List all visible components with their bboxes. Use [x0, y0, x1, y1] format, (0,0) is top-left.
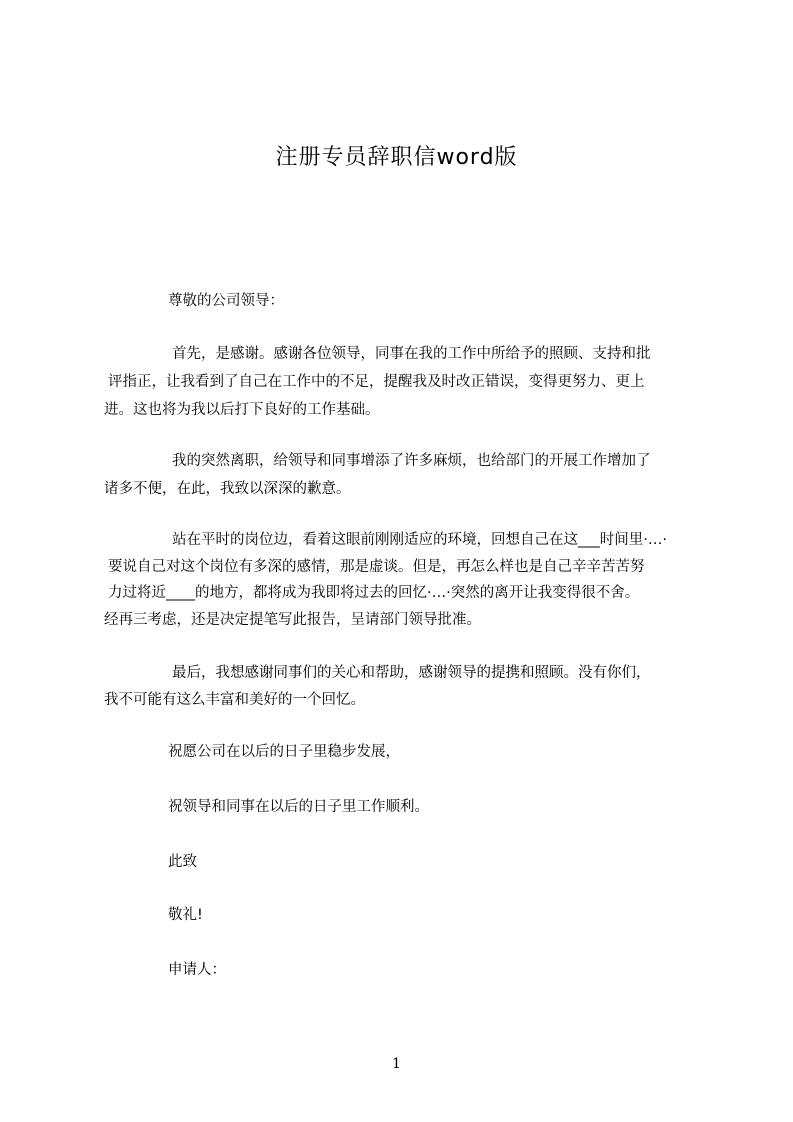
- closing-line-2: 敬礼!: [168, 907, 203, 923]
- paragraph-3-line-1: 站在平时的岗位边，看着这眼前刚刚适应的环境，回想自己在这___时间里·…·: [172, 532, 667, 548]
- wish-line-2: 祝领导和同事在以后的日子里工作顺利。: [168, 799, 429, 815]
- document-title: 注册专员辞职信word版: [275, 145, 518, 170]
- paragraph-2-line-2: 诸多不便，在此，我致以深深的歉意。: [104, 481, 351, 497]
- paragraph-4-line-2: 我不可能有这么丰富和美好的一个回忆。: [104, 692, 365, 708]
- page-number: 1: [392, 1056, 401, 1072]
- paragraph-1-line-1: 首先，是感谢。感谢各位领导，同事在我的工作中所给予的照顾、支持和批: [172, 346, 651, 362]
- closing-line-1: 此致: [168, 854, 197, 870]
- wish-line-1: 祝愿公司在以后的日子里稳步发展，: [168, 744, 400, 760]
- paragraph-1-line-3: 进。这也将为我以后打下良好的工作基础。: [104, 402, 380, 418]
- signature-label: 申请人：: [168, 962, 226, 978]
- paragraph-3-line-3: 力过将近____的地方，都将成为我即将过去的回忆·…·突然的离开让我变得很不舍。: [108, 585, 640, 601]
- paragraph-2-line-1: 我的突然离职，给领导和同事增添了许多麻烦，也给部门的开展工作增加了: [172, 453, 651, 469]
- paragraph-1-line-2: 评指正，让我看到了自己在工作中的不足，提醒我及时改正错误，变得更努力、更上: [108, 374, 645, 390]
- salutation: 尊敬的公司领导：: [168, 293, 284, 309]
- paragraph-3-line-4: 经再三考虑，还是决定提笔写此报告，呈请部门领导批准。: [104, 612, 481, 628]
- paragraph-4-line-1: 最后，我想感谢同事们的关心和帮助，感谢领导的提携和照顾。没有你们，: [172, 665, 651, 681]
- paragraph-3-line-2: 要说自己对这个岗位有多深的感情，那是虚谈。但是，再怎么样也是自己辛辛苦苦努: [108, 559, 645, 575]
